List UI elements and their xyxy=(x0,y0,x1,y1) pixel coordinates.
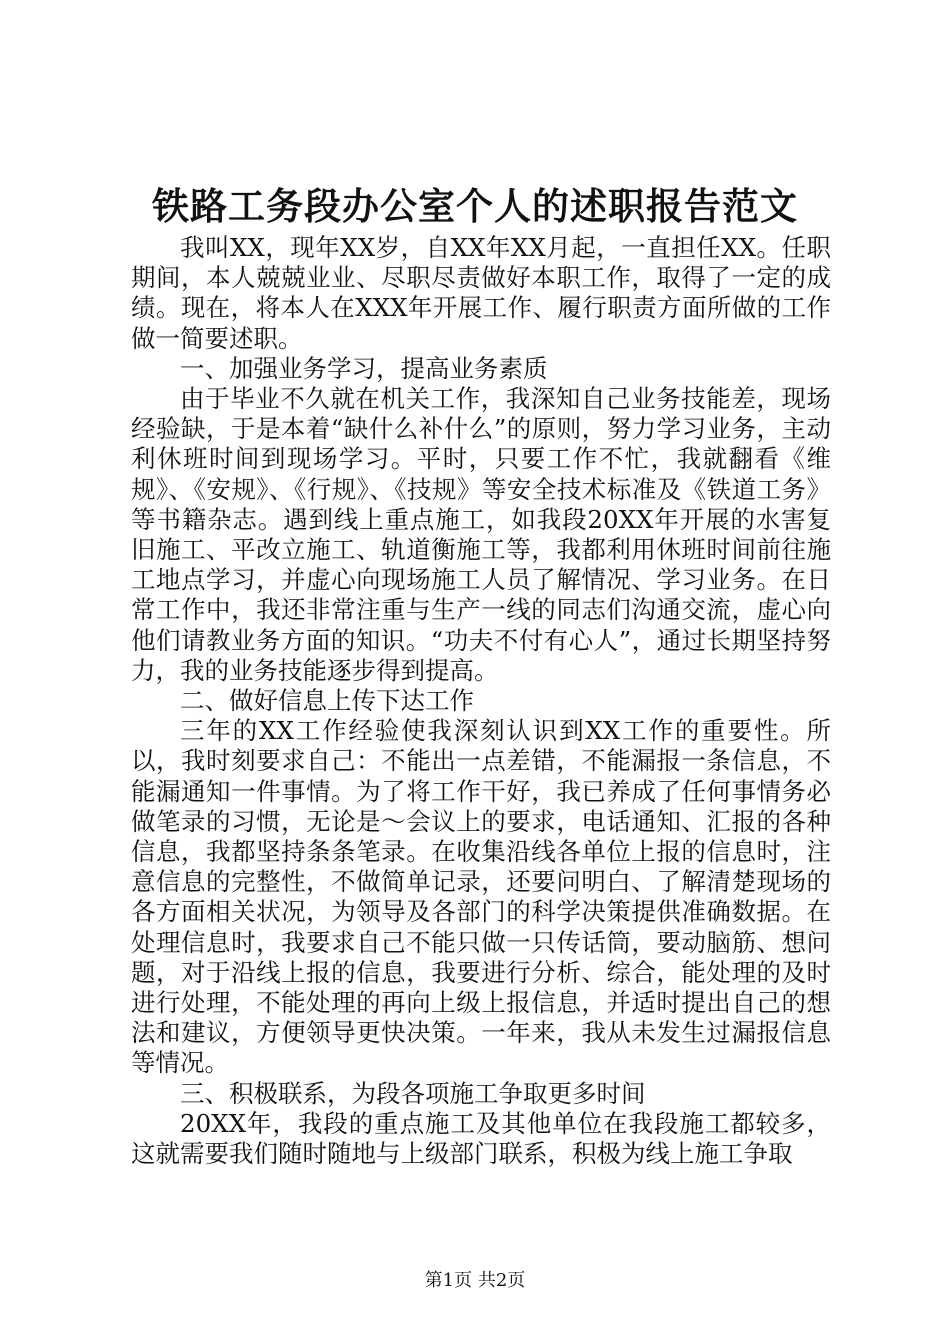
page-number-footer: 第1页 共2页 xyxy=(424,1270,526,1291)
document-body xyxy=(131,233,831,1169)
paragraph-section-1: 由于毕业不久就在机关工作，我深知自己业务技能差，现场经验缺，于是本着“缺什么补什么”的原则，努力学习业务，主动利休班时间到现场学习。平时，只要工作不忙，我就翻看《维规》、《安规》、《行规》、《技规》等安全技术标准及《铁道工务》等书籍杂志。遇到线上重点施工，如我段20XX年开展的水害复旧施工、平改立施工、轨道衡施工等，我都利用休班时间前往施工地点学习，并虚心向现场施工人员了解情况、学习业务。在日常工作中，我还非常注重与生产一线的同志们沟通交流，虚心向他们请教业务方面的知识。“功夫不付有心人”，通过长期坚持努力，我的业务技能逐步得到提高。 xyxy=(131,384,831,685)
section-heading-1: 一、加强业务学习，提高业务素质 xyxy=(180,353,548,383)
section-heading-3: 三、积极联系，为段各项施工争取更多时间 xyxy=(180,1078,646,1108)
paragraph-section-2: 三年的XX工作经验使我深刻认识到XX工作的重要性。所以，我时刻要求自己：不能出一点差错，不能漏报一条信息，不能漏通知一件事情。为了将工作干好，我已养成了任何事情务必做笔录的习惯，无论是～会议上的要求，电话通知、汇报的各种信息，我都坚持条条笔录。在收集沿线各单位上报的信息时，注意信息的完整性，不做简单记录，还要问明白、了解清楚现场的各方面相关状况，为领导及各部门的科学决策提供准确数据。在处理信息时，我要求自己不能只做一只传话筒，要动脑筋、想问题，对于沿线上报的信息，我要进行分析、综合，能处理的及时进行处理，不能处理的再向上级上报信息，并适时提出自己的想法和建议，方便领导更快决策。一年来，我从未发生过漏报信息等情况。 xyxy=(131,716,831,1078)
paragraph-section-3: 20XX年，我段的重点施工及其他单位在我段施工都较多，这就需要我们随时随地与上级部门联系，积极为线上施工争取 xyxy=(131,1108,831,1169)
paragraph-intro: 我叫XX，现年XX岁，自XX年XX月起，一直担任XX。任职期间，本人兢兢业业、尽职尽责做好本职工作，取得了一定的成绩。现在，将本人在XXX年开展工作、履行职责方面所做的工作做一简要述职。 xyxy=(131,233,831,353)
document-title: 铁路工务段办公室个人的述职报告范文 xyxy=(152,184,798,228)
section-heading-2: 二、做好信息上传下达工作 xyxy=(180,686,474,716)
